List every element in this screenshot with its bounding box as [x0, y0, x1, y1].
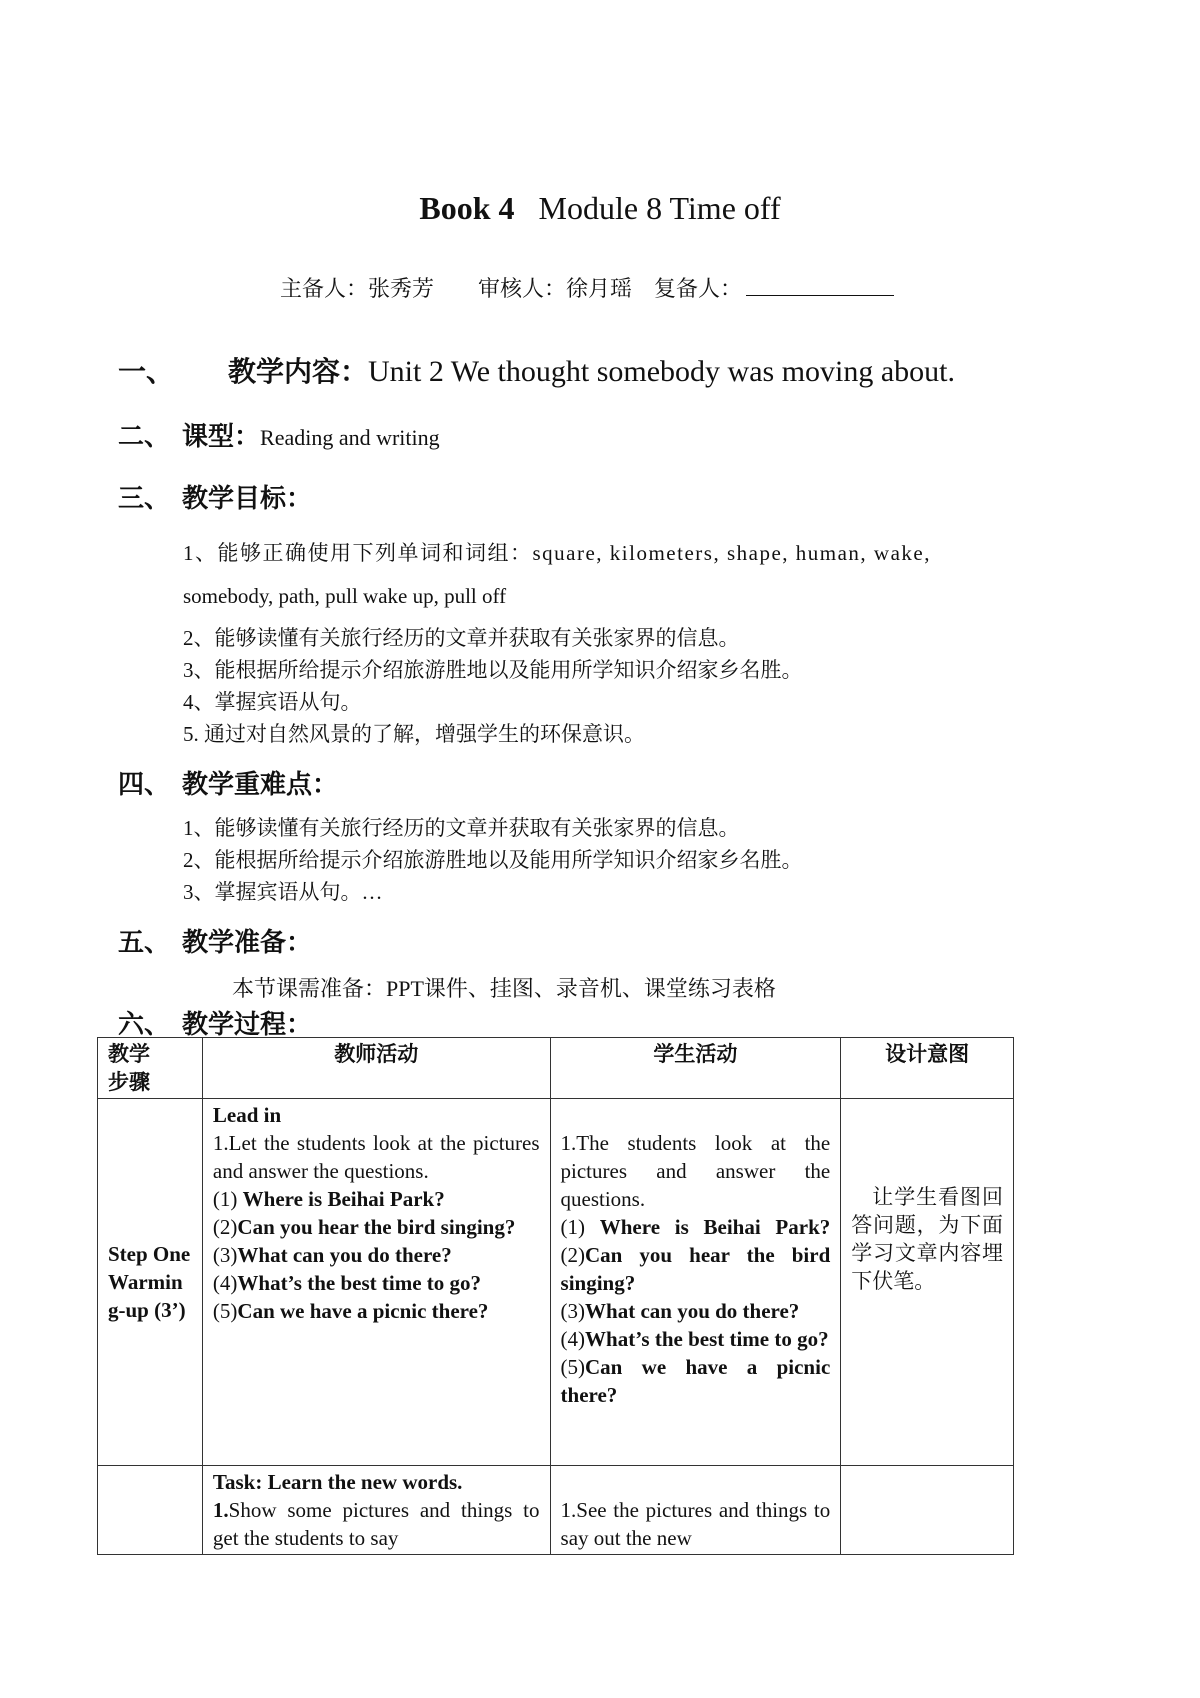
question-text: Can we have a picnic there? — [237, 1299, 489, 1323]
question-3 — [213, 1241, 540, 1269]
blank-line — [746, 275, 894, 296]
header-intent: 设计意图 — [841, 1038, 1014, 1099]
section-preparation — [118, 922, 312, 959]
section-content — [118, 350, 955, 390]
activity-heading: Task: Learn the new words. — [212, 1470, 463, 1494]
design-intent — [841, 1466, 1014, 1555]
objective-item: 2、能够读懂有关旅行经历的文章并获取有关张家界的信息。 — [183, 626, 740, 650]
question-number: (5) — [560, 1355, 586, 1379]
question-text: Can you hear the bird singing? — [560, 1243, 831, 1295]
header-step: 教学 步骤 — [98, 1038, 203, 1099]
answer-3 — [561, 1297, 831, 1325]
intent-text: 让学生看图回答问题，为下面学习文章内容埋下伏笔。 — [851, 1185, 1003, 1293]
activity-text — [213, 1496, 540, 1552]
objective-item: 5. 通过对自然风景的了解，增强学生的环保意识。 — [183, 722, 645, 746]
question-5 — [213, 1297, 540, 1325]
activity-heading: Lead in — [212, 1103, 282, 1127]
section-number: 二、 — [118, 422, 171, 451]
teaching-process-table — [97, 1037, 1014, 1555]
question-number: (2) — [560, 1243, 586, 1267]
section-label: 教学过程： — [182, 1010, 313, 1039]
preparers-line — [280, 272, 894, 303]
question-text: Can you hear the bird singing? — [237, 1215, 516, 1239]
preparation-text: 本节课需准备：PPT课件、挂图、录音机、课堂练习表格 — [232, 976, 776, 1001]
answer-4 — [561, 1325, 831, 1353]
key-point-item: 1、能够读懂有关旅行经历的文章并获取有关张家界的信息。 — [183, 816, 740, 840]
section-text: Reading and writing — [260, 425, 440, 450]
title-book: Book 4 — [419, 190, 515, 226]
table-header-row — [98, 1038, 1014, 1099]
key-point-item: 3、掌握宾语从句。… — [183, 880, 383, 904]
question-1 — [213, 1185, 540, 1213]
question-number: (3) — [212, 1243, 238, 1267]
section-text: Unit 2 We thought somebody was moving about. — [368, 355, 956, 388]
activity-intro: 1.Let the students look at the pictures and answer the questions. — [212, 1131, 540, 1183]
title-module: Module 8 Time off — [538, 190, 781, 226]
question-text: What’s the best time to go? — [585, 1327, 829, 1351]
objective-item: 4、掌握宾语从句。 — [183, 690, 362, 714]
header-student: 学生活动 — [550, 1038, 841, 1099]
student-activity — [550, 1099, 841, 1466]
objective-item: somebody, path, pull wake up, pull off — [183, 584, 507, 608]
question-text: What can you do there? — [585, 1299, 800, 1323]
objective-item: 3、能根据所给提示介绍旅游胜地以及能用所学知识介绍家乡名胜。 — [183, 658, 803, 682]
section-label: 教学目标： — [182, 484, 313, 513]
question-text: What can you do there? — [237, 1243, 452, 1267]
key-point-item: 2、能根据所给提示介绍旅游胜地以及能用所学知识介绍家乡名胜。 — [183, 848, 803, 872]
step-label: Step One Warmin g-up (3’) — [108, 1242, 191, 1322]
item-text: Show some pictures and things to get the students to say — [212, 1498, 540, 1550]
section-label: 教学重难点： — [182, 770, 339, 799]
activity-text: 1.See the pictures and things to say out the new — [560, 1498, 831, 1550]
section-number: 一、 — [118, 357, 175, 388]
step-name — [98, 1099, 203, 1466]
section-label: 教学准备： — [182, 928, 313, 957]
section-label: 教学内容： — [228, 357, 369, 388]
section-number: 五、 — [118, 928, 171, 957]
header-teacher: 教师活动 — [202, 1038, 550, 1099]
section-process — [118, 1004, 312, 1041]
answer-1-2 — [561, 1213, 831, 1297]
section-number: 三、 — [118, 484, 171, 513]
section-objectives — [118, 478, 312, 515]
activity-intro: 1.The students look at the pictures and answer the questions. — [560, 1131, 831, 1211]
question-number: (1) — [212, 1187, 243, 1211]
item-number: 1. — [212, 1498, 229, 1522]
table-row — [98, 1099, 1014, 1466]
question-text: Can we have a picnic there? — [560, 1355, 831, 1407]
question-number: (4) — [212, 1271, 238, 1295]
design-intent — [841, 1099, 1014, 1466]
section-key-points — [118, 764, 338, 801]
question-number: (3) — [560, 1299, 586, 1323]
table-row — [98, 1466, 1014, 1555]
question-text: Where is Beihai Park? — [599, 1215, 831, 1239]
teacher-activity — [202, 1466, 550, 1555]
question-4 — [213, 1269, 540, 1297]
section-number: 六、 — [118, 1010, 171, 1039]
preparers-text: 主备人：张秀芳 审核人：徐月瑶 复备人： — [280, 276, 743, 301]
student-activity — [550, 1466, 841, 1555]
page-title — [0, 190, 1200, 227]
step-name — [98, 1466, 203, 1555]
section-type — [118, 416, 440, 453]
question-number: (2) — [212, 1215, 238, 1239]
question-number: (5) — [212, 1299, 238, 1323]
question-text: What’s the best time to go? — [237, 1271, 482, 1295]
question-number: (1) — [560, 1215, 600, 1239]
question-text: Where is Beihai Park? — [242, 1187, 445, 1211]
question-2 — [213, 1213, 540, 1241]
section-number: 四、 — [118, 770, 171, 799]
answer-5 — [561, 1353, 831, 1409]
question-number: (4) — [560, 1327, 586, 1351]
teacher-activity — [202, 1099, 550, 1466]
section-label: 课型： — [182, 422, 261, 451]
objective-item: 1、能够正确使用下列单词和词组：square, kilometers, shape, human, wake, — [183, 541, 931, 565]
